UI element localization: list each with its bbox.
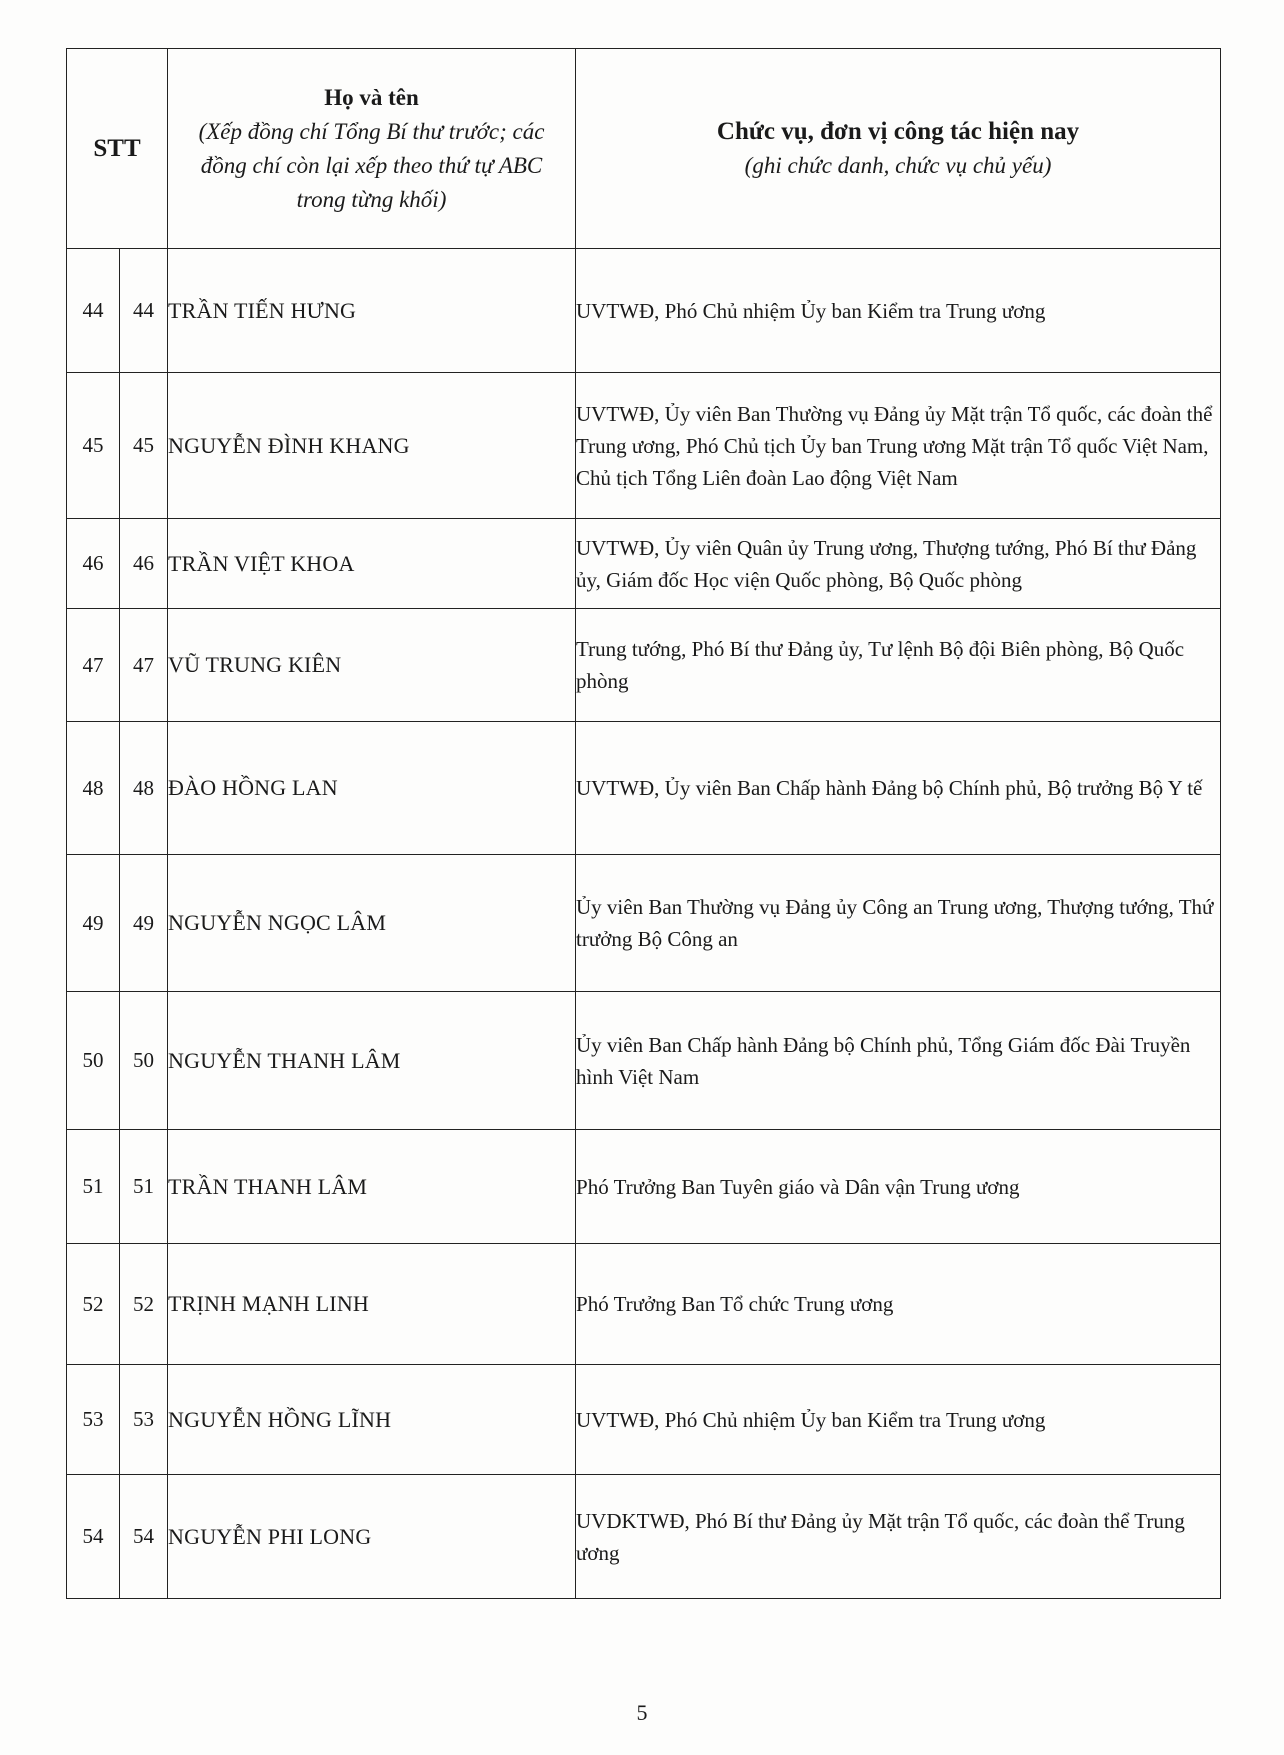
row-stt-group: 44 <box>120 249 168 373</box>
row-position: Trung tướng, Phó Bí thư Đảng ủy, Tư lệnh Bộ đội Biên phòng, Bộ Quốc phòng <box>576 609 1221 722</box>
row-stt-group: 52 <box>120 1244 168 1365</box>
table-row <box>67 1365 1221 1475</box>
personnel-table <box>66 48 1221 1599</box>
table-row <box>67 855 1221 992</box>
row-stt-group: 51 <box>120 1130 168 1244</box>
header-name <box>168 49 576 249</box>
header-name-title: Họ và tên <box>324 84 419 110</box>
row-stt: 47 <box>67 609 120 722</box>
row-name: NGUYỄN HỒNG LĨNH <box>168 1365 576 1475</box>
row-name: NGUYỄN PHI LONG <box>168 1475 576 1599</box>
row-stt-group: 50 <box>120 992 168 1130</box>
table-row <box>67 1475 1221 1599</box>
row-name: NGUYỄN NGỌC LÂM <box>168 855 576 992</box>
row-position: UVTWĐ, Ủy viên Ban Chấp hành Đảng bộ Chính phủ, Bộ trưởng Bộ Y tế <box>576 722 1221 855</box>
header-position <box>576 49 1221 249</box>
row-name: TRỊNH MẠNH LINH <box>168 1244 576 1365</box>
table-row <box>67 722 1221 855</box>
row-stt-group: 54 <box>120 1475 168 1599</box>
row-name: NGUYỄN ĐÌNH KHANG <box>168 373 576 519</box>
header-name-subtitle: (Xếp đồng chí Tổng Bí thư trước; các đồng chí còn lại xếp theo thứ tự ABC trong từng khối) <box>198 118 545 212</box>
row-stt-group: 48 <box>120 722 168 855</box>
row-name: TRẦN TIẾN HƯNG <box>168 249 576 373</box>
header-position-subtitle: (ghi chức danh, chức vụ chủ yếu) <box>744 152 1052 178</box>
table-row <box>67 373 1221 519</box>
row-position: UVTWĐ, Phó Chủ nhiệm Ủy ban Kiểm tra Trung ương <box>576 1365 1221 1475</box>
row-stt: 50 <box>67 992 120 1130</box>
row-position: Ủy viên Ban Chấp hành Đảng bộ Chính phủ, Tổng Giám đốc Đài Truyền hình Việt Nam <box>576 992 1221 1130</box>
row-name: TRẦN VIỆT KHOA <box>168 519 576 609</box>
row-stt-group: 49 <box>120 855 168 992</box>
row-stt-group: 53 <box>120 1365 168 1475</box>
table-row <box>67 249 1221 373</box>
header-stt: STT <box>67 49 168 249</box>
row-stt: 53 <box>67 1365 120 1475</box>
header-position-title: Chức vụ, đơn vị công tác hiện nay <box>716 117 1080 145</box>
table-body <box>67 249 1221 1599</box>
table-row <box>67 609 1221 722</box>
row-position: Ủy viên Ban Thường vụ Đảng ủy Công an Trung ương, Thượng tướng, Thứ trưởng Bộ Công an <box>576 855 1221 992</box>
row-name: TRẦN THANH LÂM <box>168 1130 576 1244</box>
row-position: UVTWĐ, Phó Chủ nhiệm Ủy ban Kiểm tra Trung ương <box>576 249 1221 373</box>
row-name: VŨ TRUNG KIÊN <box>168 609 576 722</box>
row-stt-group: 47 <box>120 609 168 722</box>
row-position: Phó Trưởng Ban Tổ chức Trung ương <box>576 1244 1221 1365</box>
row-name: ĐÀO HỒNG LAN <box>168 722 576 855</box>
table-row <box>67 1244 1221 1365</box>
row-stt-group: 46 <box>120 519 168 609</box>
row-stt: 46 <box>67 519 120 609</box>
table-row <box>67 992 1221 1130</box>
row-position: Phó Trưởng Ban Tuyên giáo và Dân vận Trung ương <box>576 1130 1221 1244</box>
row-stt: 52 <box>67 1244 120 1365</box>
table-header-row <box>67 49 1221 249</box>
row-name: NGUYỄN THANH LÂM <box>168 992 576 1130</box>
row-position: UVTWĐ, Ủy viên Quân ủy Trung ương, Thượng tướng, Phó Bí thư Đảng ủy, Giám đốc Học viện Quốc phòng, Bộ Quốc phòng <box>576 519 1221 609</box>
row-stt: 51 <box>67 1130 120 1244</box>
row-stt: 45 <box>67 373 120 519</box>
row-stt: 48 <box>67 722 120 855</box>
row-stt: 44 <box>67 249 120 373</box>
row-stt-group: 45 <box>120 373 168 519</box>
row-stt: 54 <box>67 1475 120 1599</box>
row-stt: 49 <box>67 855 120 992</box>
table-row <box>67 1130 1221 1244</box>
row-position: UVTWĐ, Ủy viên Ban Thường vụ Đảng ủy Mặt trận Tổ quốc, các đoàn thể Trung ương, Phó Chủ tịch Ủy ban Trung ương Mặt trận Tổ quốc Việt Nam, Chủ tịch Tổng Liên đoàn Lao động Việt Nam <box>576 373 1221 519</box>
page-number: 5 <box>636 1700 648 1725</box>
row-position: UVDKTWĐ, Phó Bí thư Đảng ủy Mặt trận Tổ quốc, các đoàn thể Trung ương <box>576 1475 1221 1599</box>
table-row <box>67 519 1221 609</box>
